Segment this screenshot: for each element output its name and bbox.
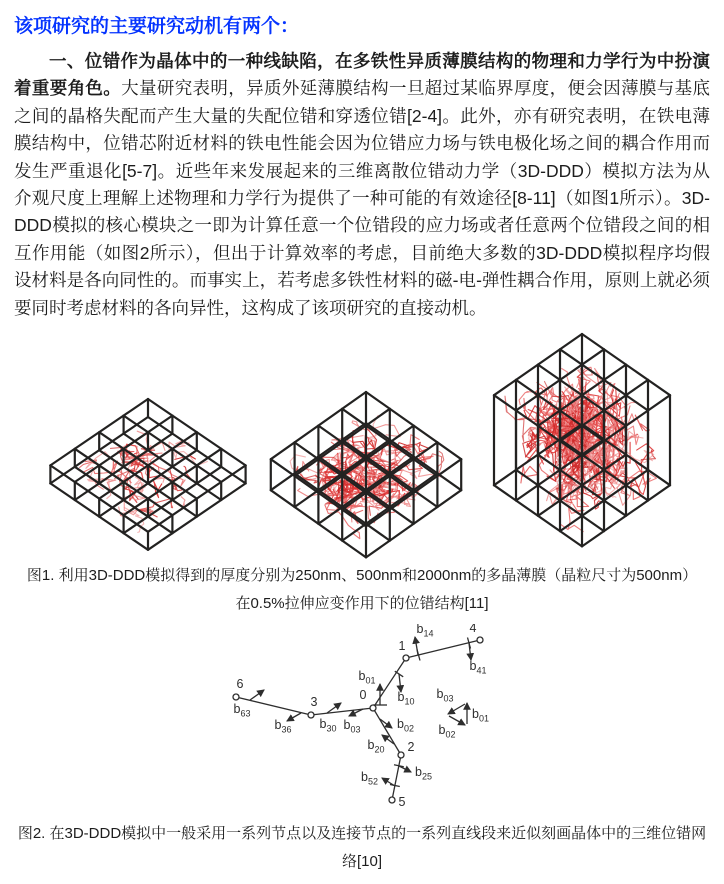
- figure2-diagram: [152, 624, 572, 812]
- svg-text:4: 4: [469, 624, 477, 636]
- svg-text:b41: $b_{41}$: [469, 659, 487, 676]
- dislocation-segments: [233, 640, 480, 800]
- svg-text:b02: $b_{02}$: [397, 717, 414, 734]
- svg-text:2: 2: [407, 740, 415, 755]
- figure1-caption-line1: 图1. 利用3D-DDD模拟得到的厚度分别为250nm、500nm和2000nm的多晶薄膜（晶粒尺寸为500nm）: [26, 567, 698, 585]
- network-nodes: [233, 624, 483, 809]
- svg-text:5: 5: [398, 795, 406, 810]
- page-title: 该项研究的主要研究动机有两个：: [14, 16, 300, 37]
- svg-text:b02: $b_{02}$: [438, 723, 456, 740]
- svg-text:b03: $b_{03}$: [436, 687, 454, 704]
- figure2-caption: 图2. 在3D-DDD模拟中一般采用一系列节点以及连接节点的一系列直线段来近似刻画晶体中的三维位错网络[10]: [17, 825, 707, 871]
- svg-text:3: 3: [310, 695, 318, 710]
- svg-text:b36: $b_{36}$: [274, 718, 292, 735]
- svg-text:1: 1: [398, 639, 406, 654]
- svg-text:b01: $b_{01}$: [358, 669, 376, 686]
- svg-text:b52: $b_{52}$: [361, 770, 378, 787]
- wireframe-box: [494, 334, 670, 546]
- svg-text:b03: $b_{03}$: [343, 718, 361, 735]
- paragraph-body: 大量研究表明，异质外延薄膜结构一旦超过某临界厚度，便会因薄膜与基底之间的晶格失配而产生大量的失配位错和穿透位错[2-4]。此外，亦有研究表明，在铁电薄膜结构中，位错芯附近材料的铁电性能会因为位错应力场与铁电极化场之间的耦合作用而发生严重退化[5-7]。近些年来发展起来的三维离散位错动力学（3D-DDD）模拟方法为从介观尺度上理解上述物理和力学行为提供了一种可能的有效途径[8-11]（如图1所示）。3D-DDD模拟的核心模块之一即为计算任意一个位错段的应力场或者任意两个位错段之间的相互作用能（如图2所示），但出于计算效率的考虑，目前绝大多数的3D-DDD模拟程序均假设材料是各向同性的。而事实上，若考虑多铁性材料的磁-电-弹性耦合作用，原则上就必须要同时考虑材料的各向异性，这构成了该项研究的直接动机。: [14, 78, 711, 318]
- dislocation-lines: [505, 367, 656, 531]
- figure1-caption: [14, 562, 710, 618]
- svg-text:6: 6: [236, 677, 244, 692]
- svg-text:b30: $b_{30}$: [319, 717, 337, 734]
- wireframe-box: [50, 399, 245, 550]
- svg-text:b14: $b_{14}$: [416, 624, 434, 639]
- body-paragraph: [14, 48, 710, 322]
- burgers-triangle-inset: [437, 687, 489, 740]
- svg-text:b01: $b_{01}$: [472, 707, 489, 724]
- svg-text:b63: $b_{63}$: [233, 702, 251, 719]
- svg-text:b10: $b_{10}$: [397, 690, 415, 707]
- svg-text:b20: $b_{20}$: [367, 738, 385, 755]
- svg-text:0: 0: [359, 688, 367, 703]
- paragraph-bold-lead: 一、位错作为晶体中的一种线缺陷，在多铁性异质薄膜结构的物理和力学行为中扮演着重要角色。: [14, 51, 710, 99]
- svg-text:b25: $b_{25}$: [415, 765, 432, 782]
- figure1-caption-line2: 在0.5%拉伸应变作用下的位错结构[11]: [235, 595, 489, 613]
- figure1-image: [14, 332, 710, 560]
